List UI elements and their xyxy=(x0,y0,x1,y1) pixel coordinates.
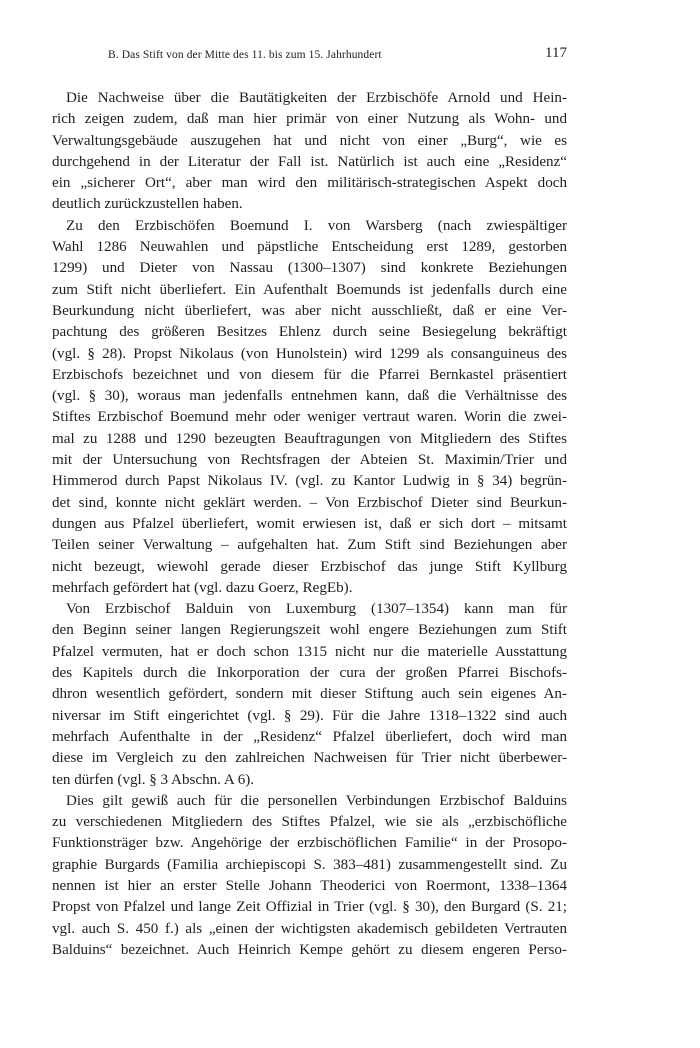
text-line: Pfalzel vermuten, hat er doch schon 1315 nicht nur die materielle Ausstattung xyxy=(52,643,567,660)
text-line: mal zu 1288 und 1290 bezeugten Beauftragungen von Mitgliedern des Stiftes xyxy=(52,430,567,447)
text-line: mehrfach gefördert hat (vgl. dazu Goerz, RegEb). xyxy=(52,579,353,596)
text-line: nicht bezeugt, wiewohl gerade dieser Erzbischof das junge Stift Kyllburg xyxy=(52,558,567,575)
text-line: Die Nachweise über die Bautätigkeiten der Erzbischöfe Arnold und Hein- xyxy=(66,90,567,106)
page-header xyxy=(52,44,567,68)
text-line: Teilen seiner Verwaltung – aufgehalten hat. Zum Stift sind Beziehungen aber xyxy=(52,537,567,554)
text-line: (vgl. § 30), woraus man jedenfalls entnehmen kann, daß die Verhältnisse des xyxy=(52,388,567,405)
text-line: durchgehend in der Literatur der Fall ist. Natürlich ist auch eine „Residenz“ xyxy=(52,153,567,170)
text-line: Von Erzbischof Balduin von Luxemburg (1307–1354) kann man für xyxy=(66,601,567,618)
text-line: Zu den Erzbischöfen Boemund I. von Warsberg (nach zwiespältiger xyxy=(66,217,567,234)
text-line: des Kapitels durch die Inkorporation der cura der großen Pfarrei Bischofs- xyxy=(52,665,567,682)
text-line: Dies gilt gewiß auch für die personellen Verbindungen Erzbischof Balduins xyxy=(66,792,567,809)
text-line: Wahl 1286 Neuwahlen und päpstliche Entscheidung erst 1289, gestorben xyxy=(52,239,567,256)
text-line: diese im Vergleich zu den zahlreichen Nachweisen für Trier nicht überbewer- xyxy=(52,750,567,767)
text-line: rich zeigen zudem, daß man hier primär von einer Nutzung als Wohn- und xyxy=(52,111,567,128)
text-line: vgl. auch S. 450 f.) als „einen der wichtigsten akademisch gebildeten Vertrauten xyxy=(52,920,567,937)
text-line: Balduins“ bezeichnet. Auch Heinrich Kempe gehört zu diesem engeren Perso- xyxy=(52,941,567,958)
text-line: (vgl. § 28). Propst Nikolaus (von Hunolstein) wird 1299 als consanguineus des xyxy=(52,345,567,362)
page-number: 117 xyxy=(545,45,567,61)
text-line: niversar im Stift eingerichtet (vgl. § 29). Für die Jahre 1318–1322 sind auch xyxy=(52,707,567,724)
text-line: dhron wesentlich gefördert, sondern mit dieser Stiftung auch sein eigenes An- xyxy=(52,686,567,703)
text-line: zum Stift nicht überliefert. Ein Aufenthalt Boemunds ist jedenfalls durch eine xyxy=(52,281,567,298)
text-line: mit der Untersuchung von Rechtsfragen der Abteien St. Maximin/Trier und xyxy=(52,452,567,469)
text-line: Verwaltungsgebäude auszugehen hat und nicht von einer „Burg“, wie es xyxy=(52,132,567,149)
text-line: ein „sicherer Ort“, aber man wird den militärisch-strategischen Aspekt doch xyxy=(52,175,567,192)
text-line: dungen aus Pfalzel überliefert, womit erwiesen ist, daß er sich dort – mitsamt xyxy=(52,515,567,532)
text-line: Stiftes Erzbischof Boemund mehr oder weniger vertraut waren. Worin die zwei- xyxy=(52,409,567,426)
text-line: Funktionsträger bzw. Angehörige der erzbischöflichen Familie“ in der Prosopo- xyxy=(52,835,567,852)
text-line: graphie Burgards (Familia archiepiscopi S. 383–481) zusammengestellt sind. Zu xyxy=(52,856,567,873)
text-line: Himmerod durch Papst Nikolaus IV. (vgl. zu Kantor Ludwig in § 34) begrün- xyxy=(52,473,567,490)
body-text xyxy=(52,88,567,961)
text-line: deutlich zurückzustellen haben. xyxy=(52,196,243,213)
text-line: det sind, konnte nicht geklärt werden. – Von Erzbischof Dieter sind Beurkun- xyxy=(52,494,567,511)
text-line: Beurkundung nicht überliefert, was aber nicht ausschließt, daß er eine Ver- xyxy=(52,302,567,319)
text-line: Erzbischofs bezeichnet und von diesem für die Pfarrei Bernkastel präsentiert xyxy=(52,366,567,383)
text-line: 1299) und Dieter von Nassau (1300–1307) sind konkrete Beziehungen xyxy=(52,260,567,277)
text-line: zu verschiedenen Mitgliedern des Stiftes Pfalzel, wie sie als „erzbischöfliche xyxy=(52,814,567,831)
text-line: Propst von Pfalzel und lange Zeit Offizial in Trier (vgl. § 30), den Burgard (S. 21; xyxy=(52,899,567,916)
text-line: pachtung des größeren Besitzes Ehlenz durch seine Besiegelung bekräftigt xyxy=(52,324,567,341)
text-line: ten dürfen (vgl. § 3 Abschn. A 6). xyxy=(52,771,255,788)
text-line: den Beginn seiner langen Regierungszeit wohl engere Beziehungen zum Stift xyxy=(52,622,567,639)
text-line: nennen ist hier an erster Stelle Johann Theoderici von Roermont, 1338–1364 xyxy=(52,877,567,894)
running-head: B. Das Stift von der Mitte des 11. bis zum 15. Jahrhundert xyxy=(108,49,382,61)
text-line: mehrfach Aufenthalte in der „Residenz“ Pfalzel überliefert, doch wird man xyxy=(52,728,567,745)
